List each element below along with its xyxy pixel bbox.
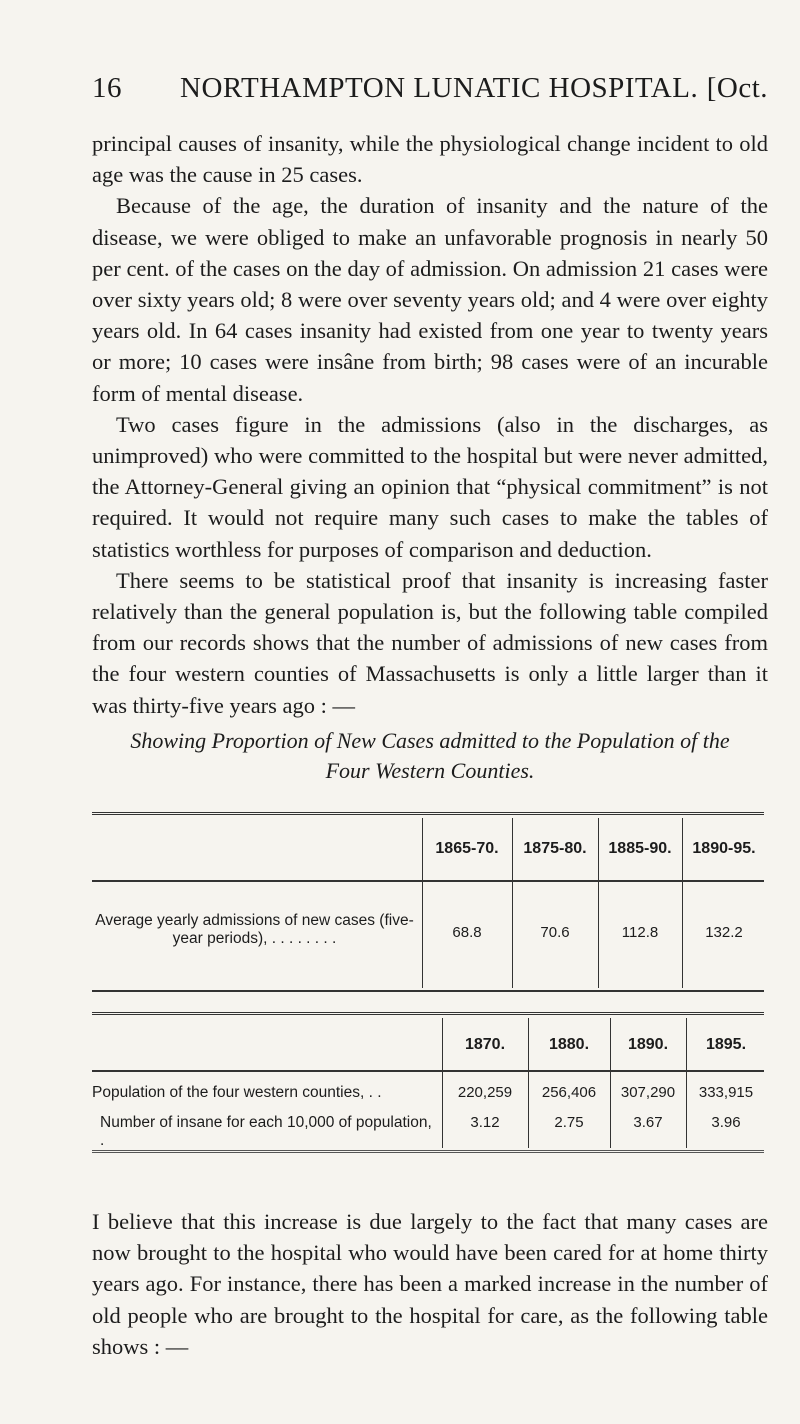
- column-header: 1890.: [627, 1036, 669, 1053]
- table-cell: 68.8: [452, 924, 482, 941]
- table-rule: [92, 880, 764, 882]
- paragraph: principal causes of insanity, while the physiological change incident to old age was the cause in 25 cases.: [92, 131, 768, 188]
- row-label: [92, 912, 417, 948]
- page-number: 16: [92, 72, 122, 104]
- table-cell: 3.96: [711, 1114, 741, 1131]
- table-cell: 3.12: [470, 1114, 500, 1131]
- table-cell: 2.75: [554, 1114, 584, 1131]
- caption-line: Showing Proportion of New Cases admitted to the Population of the: [130, 728, 730, 753]
- column-header: 1890-95.: [692, 840, 756, 857]
- paragraph: I believe that this increase is due largely to the fact that many cases are now brought to the hospital who would have been cared for at home thirty years ago. For instance, there has been a marked increase in the number of old people who are brought to the hospital for care, as the following table shows : —: [92, 1209, 768, 1359]
- table-rule: [92, 812, 764, 815]
- table-cell: 112.8: [621, 924, 659, 941]
- caption-line: Four Western Counties.: [325, 758, 535, 783]
- table-caption: [92, 726, 768, 786]
- column-header: 1865-70.: [435, 840, 499, 857]
- column-header: 1885-90.: [608, 840, 672, 857]
- admissions-table: [92, 812, 764, 1012]
- column-header: 1880.: [548, 1036, 590, 1053]
- paragraph: Two cases figure in the admissions (also in the discharges, as unimproved) who were committed to the hospital but were never admitted, the Attorney-General giving an opinion that “physical commitment” is not required. It would not require many such cases to make the tables of statistics worthless for purposes of comparison and deduction.: [92, 411, 768, 562]
- column-header: 1895.: [705, 1036, 747, 1053]
- table-cell: 307,290: [620, 1084, 676, 1101]
- column-header: 1875-80.: [523, 840, 587, 857]
- row-label-line: year periods), . . . . . . . .: [172, 930, 337, 947]
- running-month: [Oct.: [706, 72, 768, 104]
- table-rule: [92, 1070, 764, 1072]
- body-text: [92, 128, 768, 721]
- running-header: [92, 72, 768, 112]
- table-rule: [92, 1150, 764, 1153]
- paragraph: There seems to be statistical proof that insanity is increasing faster relatively than the general population is, but the following table compiled from our records shows that the number of admissions of new cases from the four western counties of Massachusetts is only a little larger than it was thirty-five years ago : —: [92, 567, 768, 718]
- closing-text: [92, 1206, 768, 1362]
- row-label-line: Average yearly admissions of new cases (five-: [95, 912, 414, 929]
- table-cell: 70.6: [540, 924, 570, 941]
- column-header: 1870.: [464, 1036, 506, 1053]
- row-label: Population of the four western counties, . .: [92, 1084, 382, 1101]
- table-cell: 132.2: [705, 924, 743, 941]
- table-cell: 256,406: [541, 1084, 597, 1101]
- table-cell: 3.67: [633, 1114, 663, 1131]
- row-label: Number of insane for each 10,000 of population, .: [100, 1114, 432, 1149]
- table-cell: 333,915: [698, 1084, 754, 1101]
- running-title: NORTHAMPTON LUNATIC HOSPITAL.: [180, 72, 699, 104]
- population-table: [92, 1012, 764, 1172]
- table-rule: [92, 1012, 764, 1015]
- table-cell: 220,259: [457, 1084, 513, 1101]
- paragraph: Because of the age, the duration of insanity and the nature of the disease, we were obliged to make an unfavorable prognosis in nearly 50 per cent. of the cases on the day of admission. On admission 21 cases were over sixty years old; 8 were over seventy years old; and 4 were over eighty years old. In 64 cases insanity had existed from one year to twenty years or more; 10 cases were insâne from birth; 98 cases were of an incurable form of mental disease.: [92, 193, 768, 406]
- table-rule: [92, 990, 764, 992]
